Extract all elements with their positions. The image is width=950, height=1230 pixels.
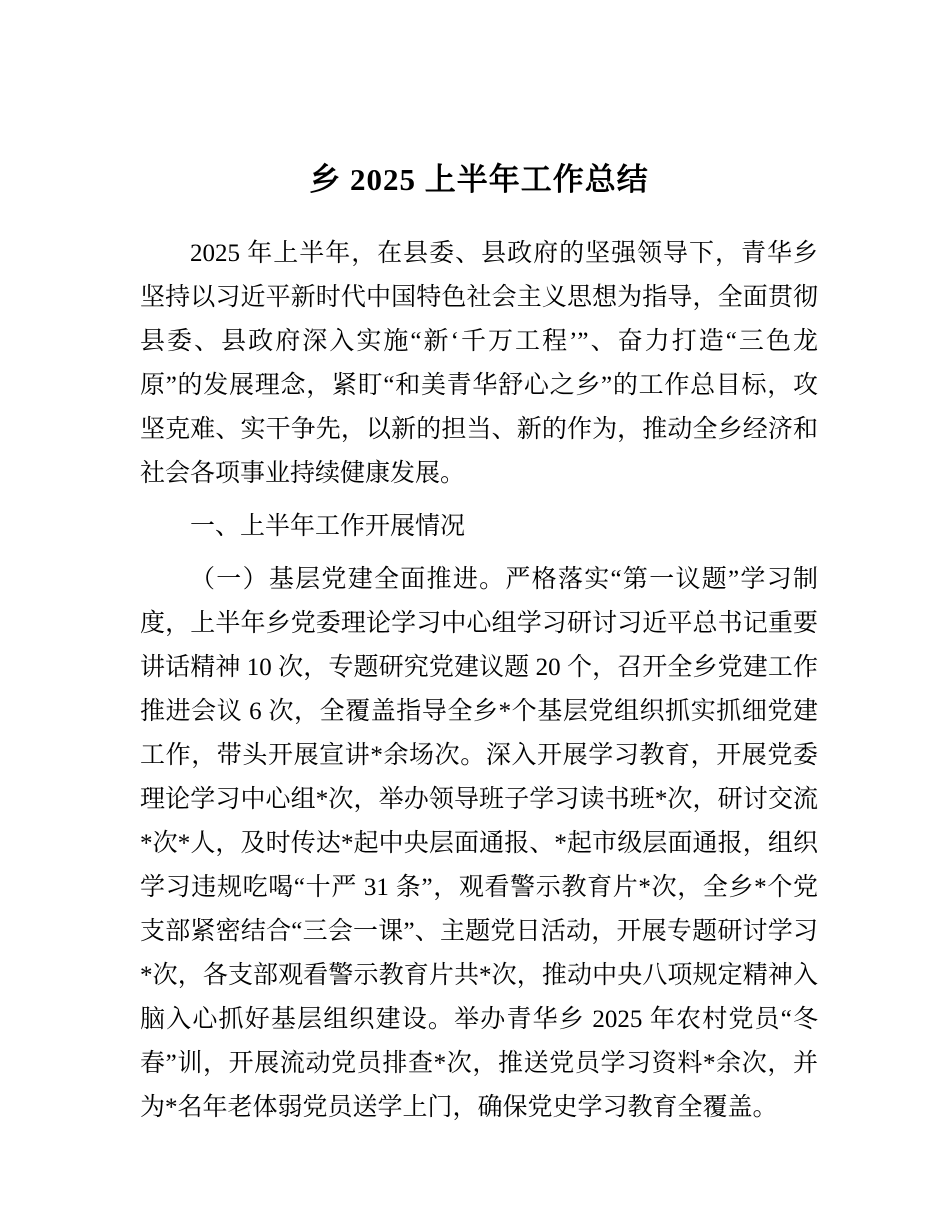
paragraph-party-building: （一）基层党建全面推进。严格落实“第一议题”学习制度，上半年乡党委理论学习中心组学习研讨习近平总书记重要讲话精神 10 次，专题研究党建议题 20 个，召开全乡党建工作推进会议 6 次，全覆盖指导全乡*个基层党组织抓实抓细党建工作，带头开展宣讲*余场次。深入开展学习教育，开展党委理论学习中心组*次，举办领导班子学习读书班*次，研讨交流*次*人，及时传达*起中央层面通报、*起市级层面通报，组织学习违规吃喝“十严 31 条”，观看警示教育片*次，全乡*个党支部紧密结合“三会一课”、主题党日活动，开展专题研讨学习*次，各支部观看警示教育片共*次，推动中央八项规定精神入脑入心抓好基层组织建设。举办青华乡 2025 年农村党员“冬春”训，开展流动党员排查*次，推送党员学习资料*余次，并为*名年老体弱党员送学上门，确保党史学习教育全覆盖。 (140, 566, 818, 1121)
section-heading-first-half-work: 一、上半年工作开展情况 (190, 513, 466, 540)
document-title-text: 乡 2025 上半年工作总结 (309, 162, 649, 197)
document-title (140, 158, 818, 202)
paragraph-intro: 2025 年上半年，在县委、县政府的坚强领导下，青华乡坚持以习近平新时代中国特色社会主义思想为指导，全面贯彻县委、县政府深入实施“新‘千万工程’”、奋力打造“三色龙原”的发展理念，紧盯“和美青华舒心之乡”的工作总目标，攻坚克难、实干争先，以新的担当、新的作为，推动全乡经济和社会各项事业持续健康发展。 (140, 240, 818, 487)
